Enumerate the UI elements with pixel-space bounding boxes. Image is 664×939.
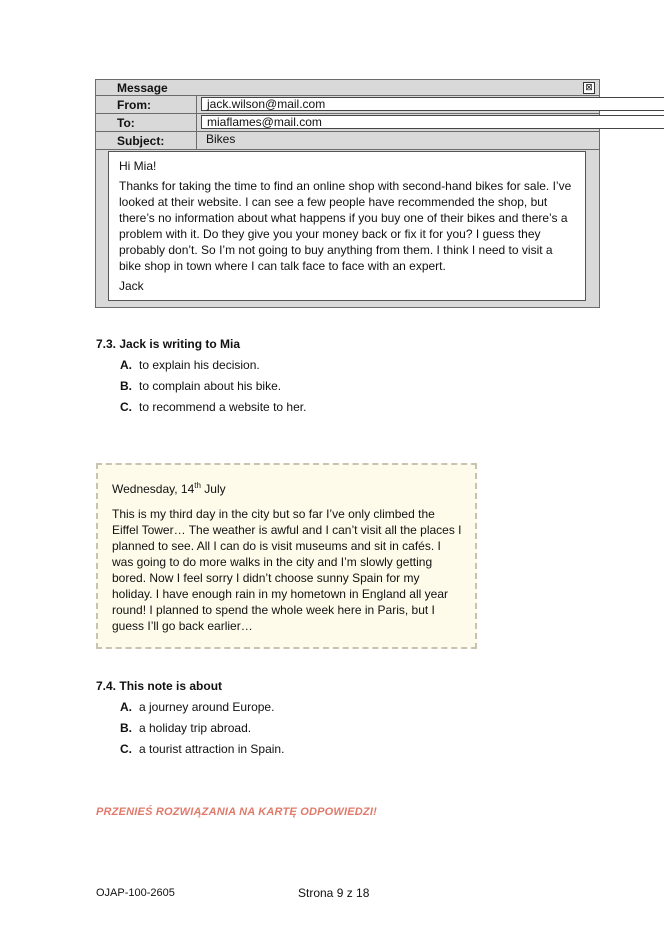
option-c[interactable]	[120, 742, 284, 756]
to-label: To:	[117, 116, 135, 130]
option-text: to recommend a website to her.	[139, 400, 307, 414]
option-text: a holiday trip abroad.	[139, 721, 252, 735]
note-date	[112, 481, 226, 496]
email-window	[95, 79, 600, 308]
from-label: From:	[117, 98, 151, 112]
option-letter: C.	[120, 400, 132, 414]
question-7-3-stem	[96, 337, 240, 351]
divider	[96, 113, 599, 114]
date-day: Wednesday, 14	[112, 482, 195, 496]
email-body[interactable]	[108, 151, 586, 301]
divider	[96, 95, 599, 96]
question-text: Jack is writing to Mia	[119, 337, 241, 351]
exam-code: OJAP-100-2605	[96, 887, 175, 899]
option-text: to complain about his bike.	[139, 379, 282, 393]
option-a[interactable]	[120, 358, 260, 372]
subject-field[interactable]: Bikes	[206, 132, 236, 146]
option-b[interactable]	[120, 721, 251, 735]
email-window-title: Message	[117, 81, 168, 95]
option-text: to explain his decision.	[139, 358, 260, 372]
divider	[96, 131, 599, 132]
question-number: 7.3.	[96, 337, 117, 351]
date-suffix: th	[194, 481, 201, 490]
divider	[96, 149, 599, 150]
close-icon[interactable]: ⊠	[583, 82, 595, 94]
to-field[interactable]: miaflames@mail.com	[201, 115, 664, 129]
subject-label: Subject:	[117, 134, 165, 148]
option-a[interactable]	[120, 700, 274, 714]
question-text: This note is about	[119, 679, 223, 693]
note-text: This is my third day in the city but so far I’ve only climbed the Eiffel Tower… The weather is awful and I can’t visit all the places I planned to see. All I can do is visit museums and sit in cafés. I was going to do more walks in the city and I’m slowly getting bored. Now I feel sorry I didn’t choose sunny Spain for my holiday. I have enough rain in my hometown in England all year round! I planned to spend the whole week here in Paris, but I guess I’ll go back earlier…	[112, 507, 462, 633]
option-letter: A.	[120, 700, 132, 714]
transfer-answers-instruction: PRZENIEŚ ROZWIĄZANIA NA KARTĘ ODPOWIEDZI!	[96, 806, 377, 818]
email-signature: Jack	[119, 279, 144, 293]
option-letter: B.	[120, 721, 132, 735]
email-text: Thanks for taking the time to find an online shop with second-hand bikes for sale. I’ve looked at their website. I can see a few people have recommended the shop, but there’s no information about what happens if you buy one of their bikes and there’s a problem with it. Do they give you your money back or fix it for you? I guess they probably don’t. So I’m not going to buy anything from them. I think I need to visit a bike shop in town where I can talk face to face with an expert.	[119, 179, 572, 273]
option-letter: B.	[120, 379, 132, 393]
option-b[interactable]	[120, 379, 281, 393]
option-text: a journey around Europe.	[139, 700, 275, 714]
question-7-4-stem	[96, 679, 222, 693]
from-field[interactable]: jack.wilson@mail.com	[201, 97, 664, 111]
option-c[interactable]	[120, 400, 306, 414]
date-month: July	[200, 482, 226, 496]
diary-note	[96, 463, 477, 649]
option-letter: A.	[120, 358, 132, 372]
email-greeting: Hi Mia!	[119, 159, 157, 173]
question-number: 7.4.	[96, 679, 117, 693]
page-number: Strona 9 z 18	[298, 886, 370, 900]
option-letter: C.	[120, 742, 132, 756]
divider	[196, 95, 197, 149]
option-text: a tourist attraction in Spain.	[139, 742, 285, 756]
